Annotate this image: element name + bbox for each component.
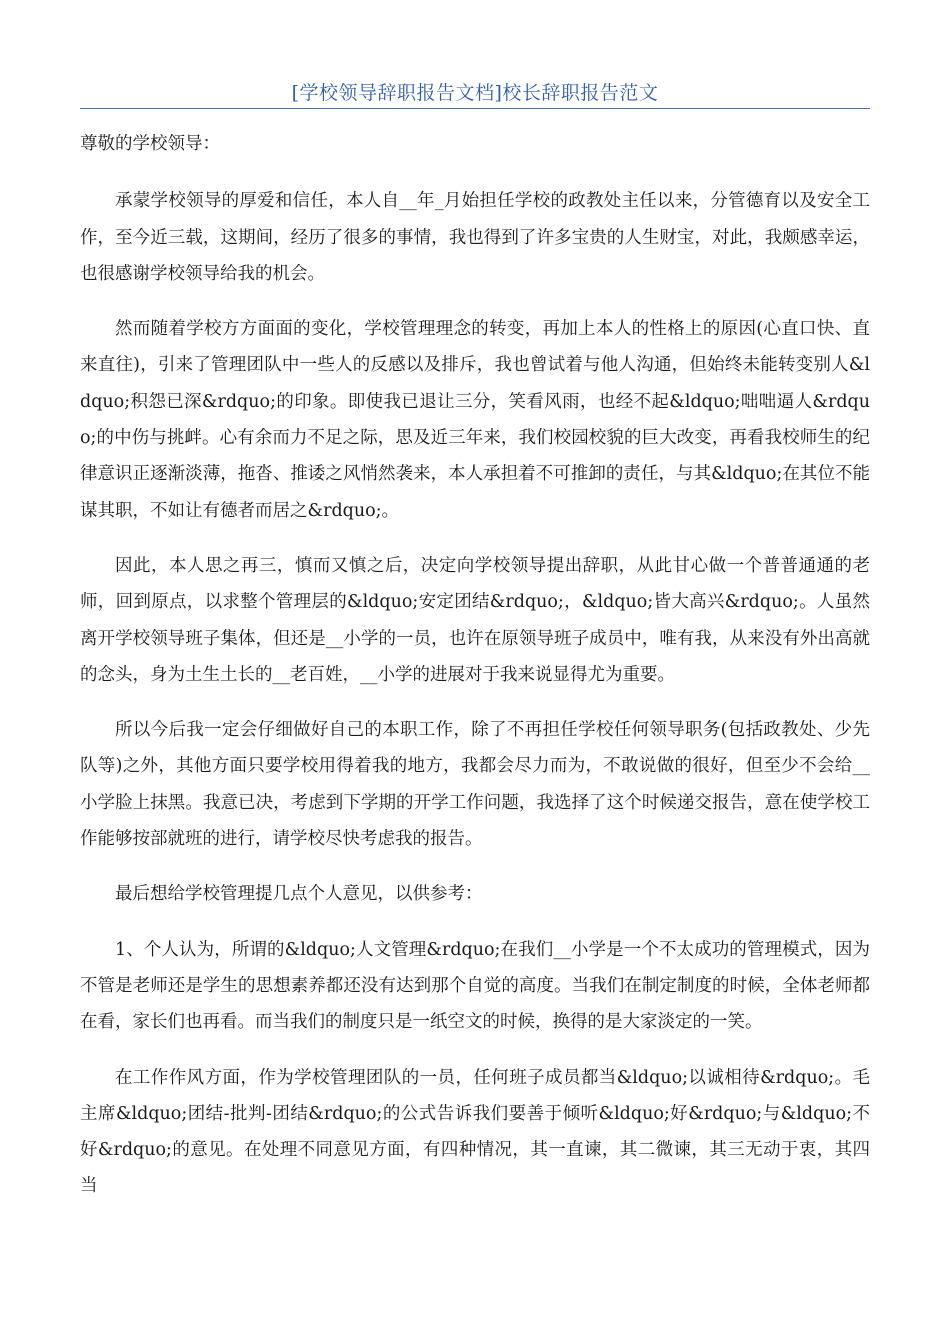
salutation: 尊敬的学校领导：: [80, 134, 220, 154]
paragraph-7: 在工作作风方面，作为学校管理团队的一员，任何班子成员都当&ldquo;以诚相待&rdquo;。毛主席&ldquo;团结-批判-团结&rdquo;的公式告诉我们要善于倾听&ldquo;好&rdquo;与&ldquo;不好&rdquo;的意见。在处理不同意见方面，有四种情况，其一直谏，其二微谏，其三无动于衷，其四当: [80, 1067, 870, 1197]
paragraph-6: 1、个人认为，所谓的&ldquo;人文管理&rdquo;在我们__小学是一个不太成功的管理模式，因为不管是老师还是学生的思想素养都还没有达到那个自觉的高度。当我们在制定制度的时候，全体老师都在看，家长们也再看。而当我们的制度只是一纸空文的时候，换得的是大家淡定的一笑。: [80, 939, 870, 1033]
header-divider: [80, 108, 870, 109]
document-body: [80, 126, 870, 1224]
paragraph-1: 承蒙学校领导的厚爱和信任，本人自__年_月始担任学校的政教处主任以来，分管德育以及安全工作，至今近三载，这期间，经历了很多的事情，我也得到了许多宝贵的人生财宝，对此，我颇感幸运，也很感谢学校领导给我的机会。: [80, 191, 870, 284]
paragraph-5: 最后想给学校管理提几点个人意见，以供参考：: [115, 884, 483, 905]
paragraph-3: 因此，本人思之再三，慎而又慎之后，决定向学校领导提出辞职，从此甘心做一个普普通通的老师，回到原点，以求整个管理层的&ldquo;安定团结&rdquo;，&ldquo;皆大高兴&rdquo;。人虽然离开学校领导班子集体，但还是__小学的一员，也许在原领导班子成员中，唯有我，从来没有外出高就的念头，身为土生土长的__老百姓，__小学的进展对于我来说显得尤为重要。: [80, 555, 870, 685]
paragraph-4: 所以今后我一定会仔细做好自己的本职工作，除了不再担任学校任何领导职务(包括政教处、少先队等)之外，其他方面只要学校用得着我的地方，我都会尽力而为，不敢说做的很好，但至少不会给__小学脸上抹黑。我意已决，考虑到下学期的开学工作问题，我选择了这个时候递交报告，意在使学校工作能够按部就班的进行，请学校尽快考虑我的报告。: [80, 720, 870, 850]
document-title: [学校领导辞职报告文档]校长辞职报告范文: [291, 82, 659, 104]
paragraph-2: 然而随着学校方方面面的变化，学校管理理念的转变，再加上本人的性格上的原因(心直口快、直来直往)，引来了管理团队中一些人的反感以及排斥，我也曾试着与他人沟通，但始终未能转变别人&ldquo;积怨已深&rdquo;的印象。即使我已退让三分，笑看风雨，也经不起&ldquo;咄咄逼人&rdquo;的中伤与挑衅。心有余而力不足之际，思及近三年来，我们校园校貌的巨大改变，再看我校师生的纪律意识正逐渐淡薄，拖沓、推诿之风悄然袭来，本人承担着不可推卸的责任，与其&ldquo;在其位不能谋其职，不如让有德者而居之&rdquo;。: [80, 319, 870, 521]
